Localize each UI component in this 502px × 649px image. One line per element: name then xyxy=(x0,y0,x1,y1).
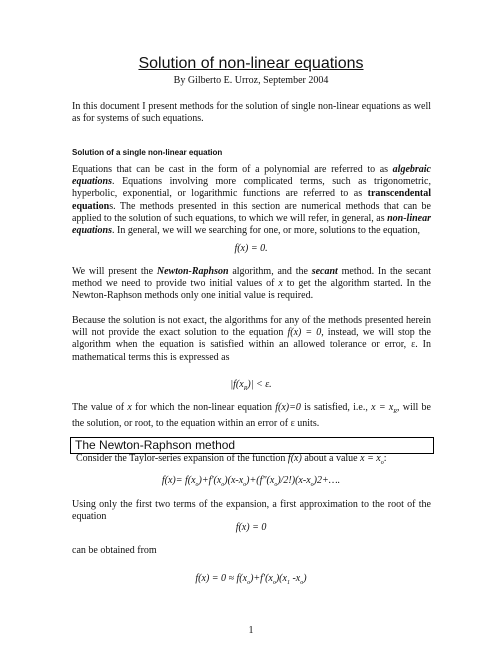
equation-taylor-series: $f(x)= f(x_o)+f'(x_o)(x-x_o)+(f"(x_o)/2!)(x-x_o)2+\dots$. xyxy=(161,475,341,488)
paragraph-root: The value of x for which the non-linear equation f(x)=0 is satisfied, i.e., $x = x_R$, will be the solution, or root, to the equation within an error of ε units. xyxy=(72,402,431,430)
equation-fx-zero: f(x) = 0. xyxy=(234,243,268,254)
equation-approximation: $f(x) = 0 \approx f(x_o)+f'(x_o)(x_1$ $-x_o$) xyxy=(195,573,307,586)
section-heading-box xyxy=(70,437,434,454)
page-number: 1 xyxy=(248,625,254,636)
page-title: Solution of non-linear equations xyxy=(138,55,364,72)
paragraph-tolerance: Because the solution is not exact, the algorithms for any of the methods presented herein will not provide the exact solution to the equation f(x) = 0, instead, we will stop the algorithm when the equation is satisfied within an allowed tolerance or error, ε. In mathematical terms this is expressed as xyxy=(72,315,431,363)
intro-paragraph: In this document I present methods for the solution of single non-linear equations as well as for systems of such equations. xyxy=(72,101,431,125)
section-heading: Solution of a single non-linear equation xyxy=(72,148,223,157)
paragraph-first-two-terms: Using only the first two terms of the expansion, a first approximation to the root of the equation xyxy=(72,499,431,523)
paragraph-algebraic-equations: Equations that can be cast in the form of a polynomial are referred to as algebraic equations. Equations involving more complicated terms, such as trigonometric, hyperbolic, exponential, or logarithmic functions are referred to as transcendental equations. The methods presented in this section are numerical methods that can be applied to the solution of such equations, to which we will refer, in general, as non-linear equations. In general, we will we searching for one, or more, solutions to the equation, xyxy=(72,164,431,237)
paragraph-obtained: can be obtained from xyxy=(72,545,157,556)
paragraph-methods: We will present the Newton-Raphson algorithm, and the secant method. In the secant method we need to provide two initial values of x to get the algorithm started. In the Newton-Raphson methods only one initial value is required. xyxy=(72,266,431,302)
author-line: By Gilberto E. Urroz, September 2004 xyxy=(173,75,329,86)
newton-raphson-heading: The Newton-Raphson method xyxy=(75,438,236,452)
paragraph-taylor: Consider the Taylor-series expansion of the function f(x) about a value $x = x_o$: xyxy=(76,453,387,466)
equation-tolerance: $|f(x_R)| < \varepsilon$. xyxy=(230,379,272,392)
equation-fx-zero-2: f(x) = 0 xyxy=(235,522,267,533)
